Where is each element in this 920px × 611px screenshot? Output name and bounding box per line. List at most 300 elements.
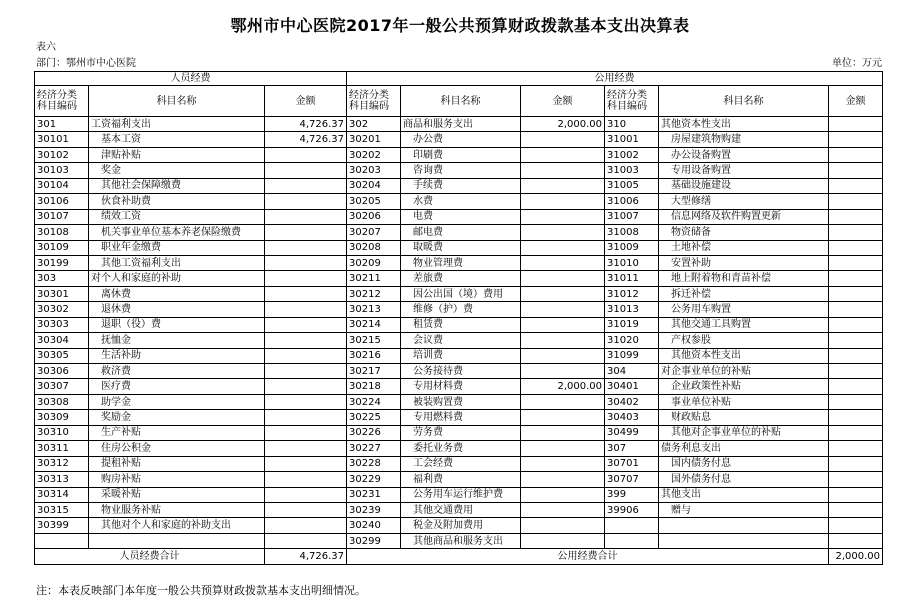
capital-code: 31007 <box>605 209 659 224</box>
public-code: 30202 <box>347 147 401 162</box>
personnel-total-amount: 4,726.37 <box>265 549 347 564</box>
personnel-code: 30315 <box>35 502 89 517</box>
personnel-amount <box>265 533 347 548</box>
public-code: 30240 <box>347 518 401 533</box>
public-name: 商品和服务支出 <box>401 117 521 132</box>
public-code: 30215 <box>347 333 401 348</box>
personnel-name: 物业服务补贴 <box>89 502 265 517</box>
capital-name: 拆迁补偿 <box>659 286 829 301</box>
public-total-label: 公用经费合计 <box>347 549 829 564</box>
personnel-code: 30307 <box>35 379 89 394</box>
public-name: 福利费 <box>401 472 521 487</box>
capital-name: 大型修缮 <box>659 194 829 209</box>
personnel-amount <box>265 518 347 533</box>
personnel-amount <box>265 302 347 317</box>
table-row <box>35 286 883 301</box>
table-row <box>35 163 883 178</box>
capital-amount <box>829 132 883 147</box>
table-row <box>35 441 883 456</box>
personnel-amount <box>265 225 347 240</box>
capital-name: 其他资本性支出 <box>659 117 829 132</box>
personnel-amount <box>265 502 347 517</box>
public-name: 差旅费 <box>401 271 521 286</box>
capital-name: 国外债务付息 <box>659 472 829 487</box>
personnel-code: 30301 <box>35 286 89 301</box>
public-amount: 2,000.00 <box>521 379 605 394</box>
personnel-amount <box>265 348 347 363</box>
capital-amount <box>829 286 883 301</box>
personnel-amount <box>265 456 347 471</box>
table-row <box>35 317 883 332</box>
personnel-code: 30308 <box>35 394 89 409</box>
capital-name: 事业单位补贴 <box>659 394 829 409</box>
department-label: 部门：鄂州市中心医院 <box>36 58 136 69</box>
public-amount <box>521 333 605 348</box>
personnel-amount <box>265 209 347 224</box>
personnel-name: 其他对个人和家庭的补助支出 <box>89 518 265 533</box>
capital-amount <box>829 194 883 209</box>
public-amount <box>521 209 605 224</box>
public-amount <box>521 533 605 548</box>
personnel-name: 抚恤金 <box>89 333 265 348</box>
amount-header: 金额 <box>829 86 883 117</box>
personnel-name: 其他社会保障缴费 <box>89 178 265 193</box>
amount-header: 金额 <box>521 86 605 117</box>
public-code: 30216 <box>347 348 401 363</box>
capital-code: 31008 <box>605 225 659 240</box>
personnel-name: 住房公积金 <box>89 441 265 456</box>
capital-amount <box>829 178 883 193</box>
table-row <box>35 348 883 363</box>
capital-amount <box>829 472 883 487</box>
expenditure-table <box>34 71 883 565</box>
capital-code: 39906 <box>605 502 659 517</box>
personnel-code: 301 <box>35 117 89 132</box>
public-amount <box>521 240 605 255</box>
capital-name: 赠与 <box>659 502 829 517</box>
personnel-name: 提租补贴 <box>89 456 265 471</box>
public-amount <box>521 425 605 440</box>
public-name: 印刷费 <box>401 147 521 162</box>
table-row <box>35 209 883 224</box>
public-name: 其他商品和服务支出 <box>401 533 521 548</box>
table-row <box>35 456 883 471</box>
personnel-amount <box>265 317 347 332</box>
personnel-code <box>35 533 89 548</box>
public-name: 水费 <box>401 194 521 209</box>
capital-code <box>605 533 659 548</box>
personnel-code: 30311 <box>35 441 89 456</box>
personnel-name: 其他工资福利支出 <box>89 255 265 270</box>
personnel-code: 30313 <box>35 472 89 487</box>
personnel-amount <box>265 364 347 379</box>
public-name: 物业管理费 <box>401 255 521 270</box>
capital-amount <box>829 163 883 178</box>
personnel-code: 30309 <box>35 410 89 425</box>
personnel-name: 工资福利支出 <box>89 117 265 132</box>
public-amount <box>521 302 605 317</box>
table-row <box>35 178 883 193</box>
capital-name: 公务用车购置 <box>659 302 829 317</box>
public-amount <box>521 410 605 425</box>
capital-name: 安置补助 <box>659 255 829 270</box>
personnel-name: 生产补贴 <box>89 425 265 440</box>
public-code: 30201 <box>347 132 401 147</box>
table-row <box>35 194 883 209</box>
capital-code: 31019 <box>605 317 659 332</box>
personnel-code: 30399 <box>35 518 89 533</box>
capital-amount <box>829 271 883 286</box>
capital-amount <box>829 394 883 409</box>
personnel-code: 30312 <box>35 456 89 471</box>
public-name: 因公出国（境）费用 <box>401 286 521 301</box>
table-row <box>35 379 883 394</box>
public-amount <box>521 456 605 471</box>
capital-code: 31020 <box>605 333 659 348</box>
personnel-code: 30305 <box>35 348 89 363</box>
capital-name: 对企事业单位的补贴 <box>659 364 829 379</box>
public-name: 租赁费 <box>401 317 521 332</box>
public-amount <box>521 441 605 456</box>
personnel-code: 30306 <box>35 364 89 379</box>
personnel-code: 30302 <box>35 302 89 317</box>
public-code: 30231 <box>347 487 401 502</box>
personnel-amount <box>265 163 347 178</box>
capital-amount <box>829 147 883 162</box>
code-header: 经济分类 科目编码 <box>347 86 401 117</box>
public-name: 其他交通费用 <box>401 502 521 517</box>
personnel-code: 30101 <box>35 132 89 147</box>
capital-code: 31009 <box>605 240 659 255</box>
capital-name: 物资储备 <box>659 225 829 240</box>
footnote: 注：本表反映部门本年度一般公共预算财政拨款基本支出明细情况。 <box>36 584 366 597</box>
capital-code: 307 <box>605 441 659 456</box>
capital-amount <box>829 348 883 363</box>
capital-name: 其他交通工具购置 <box>659 317 829 332</box>
public-code: 30227 <box>347 441 401 456</box>
personnel-name: 津贴补贴 <box>89 147 265 162</box>
table-number: 表六 <box>36 42 56 53</box>
public-name: 办公费 <box>401 132 521 147</box>
public-code: 30203 <box>347 163 401 178</box>
personnel-amount <box>265 441 347 456</box>
capital-amount <box>829 317 883 332</box>
public-code: 30214 <box>347 317 401 332</box>
capital-name: 信息网络及软件购置更新 <box>659 209 829 224</box>
capital-amount <box>829 209 883 224</box>
public-amount <box>521 163 605 178</box>
report-title: 鄂州市中心医院2017年一般公共预算财政拨款基本支出决算表 <box>230 16 690 35</box>
public-amount <box>521 502 605 517</box>
public-name: 被装购置费 <box>401 394 521 409</box>
public-name: 专用材料费 <box>401 379 521 394</box>
capital-amount <box>829 302 883 317</box>
public-code: 30229 <box>347 472 401 487</box>
capital-code: 30499 <box>605 425 659 440</box>
capital-code <box>605 518 659 533</box>
capital-amount <box>829 502 883 517</box>
capital-code: 310 <box>605 117 659 132</box>
public-code: 30218 <box>347 379 401 394</box>
personnel-name: 采暖补贴 <box>89 487 265 502</box>
public-amount: 2,000.00 <box>521 117 605 132</box>
table-row <box>35 255 883 270</box>
public-amount <box>521 147 605 162</box>
capital-amount <box>829 456 883 471</box>
public-header: 公用经费 <box>347 72 883 86</box>
personnel-name: 机关事业单位基本养老保险缴费 <box>89 225 265 240</box>
personnel-name: 基本工资 <box>89 132 265 147</box>
table-row <box>35 147 883 162</box>
capital-amount <box>829 225 883 240</box>
public-name: 税金及附加费用 <box>401 518 521 533</box>
public-name: 取暖费 <box>401 240 521 255</box>
public-code: 30211 <box>347 271 401 286</box>
personnel-name: 救济费 <box>89 364 265 379</box>
personnel-name: 购房补贴 <box>89 472 265 487</box>
personnel-amount <box>265 472 347 487</box>
public-amount <box>521 317 605 332</box>
capital-code: 31002 <box>605 147 659 162</box>
capital-amount <box>829 441 883 456</box>
capital-name: 债务利息支出 <box>659 441 829 456</box>
public-total-amount: 2,000.00 <box>829 549 883 564</box>
capital-code: 31099 <box>605 348 659 363</box>
public-name: 电费 <box>401 209 521 224</box>
public-amount <box>521 255 605 270</box>
public-amount <box>521 518 605 533</box>
public-code: 30205 <box>347 194 401 209</box>
personnel-name: 奖励金 <box>89 410 265 425</box>
personnel-name: 医疗费 <box>89 379 265 394</box>
capital-code: 31005 <box>605 178 659 193</box>
capital-name: 企业政策性补贴 <box>659 379 829 394</box>
personnel-name: 职业年金缴费 <box>89 240 265 255</box>
personnel-amount <box>265 425 347 440</box>
personnel-code: 30310 <box>35 425 89 440</box>
table-row <box>35 394 883 409</box>
public-name: 邮电费 <box>401 225 521 240</box>
capital-name: 国内债务付息 <box>659 456 829 471</box>
capital-name: 办公设备购置 <box>659 147 829 162</box>
code-header: 经济分类 科目编码 <box>605 86 659 117</box>
table-row <box>35 364 883 379</box>
capital-code: 31013 <box>605 302 659 317</box>
capital-code: 399 <box>605 487 659 502</box>
public-name: 手续费 <box>401 178 521 193</box>
personnel-name: 助学金 <box>89 394 265 409</box>
totals-row <box>35 549 883 564</box>
capital-code: 30707 <box>605 472 659 487</box>
public-code: 30224 <box>347 394 401 409</box>
personnel-amount <box>265 271 347 286</box>
capital-code: 31006 <box>605 194 659 209</box>
public-name: 专用燃料费 <box>401 410 521 425</box>
capital-code: 30402 <box>605 394 659 409</box>
personnel-name: 退职（役）费 <box>89 317 265 332</box>
capital-code: 30401 <box>605 379 659 394</box>
capital-code: 30701 <box>605 456 659 471</box>
capital-name: 房屋建筑物购建 <box>659 132 829 147</box>
table-body <box>35 72 883 565</box>
capital-amount <box>829 117 883 132</box>
personnel-amount <box>265 487 347 502</box>
personnel-code: 30106 <box>35 194 89 209</box>
personnel-code: 30104 <box>35 178 89 193</box>
public-code: 30207 <box>347 225 401 240</box>
name-header: 科目名称 <box>659 86 829 117</box>
capital-amount <box>829 364 883 379</box>
personnel-name: 奖金 <box>89 163 265 178</box>
public-code: 30206 <box>347 209 401 224</box>
personnel-amount <box>265 178 347 193</box>
public-name: 委托业务费 <box>401 441 521 456</box>
table-row <box>35 533 883 548</box>
public-amount <box>521 194 605 209</box>
table-row <box>35 518 883 533</box>
personnel-amount <box>265 394 347 409</box>
personnel-amount <box>265 379 347 394</box>
personnel-name: 离休费 <box>89 286 265 301</box>
public-code: 30209 <box>347 255 401 270</box>
personnel-amount <box>265 410 347 425</box>
public-name: 会议费 <box>401 333 521 348</box>
personnel-code: 30102 <box>35 147 89 162</box>
capital-name: 基础设施建设 <box>659 178 829 193</box>
capital-amount <box>829 425 883 440</box>
personnel-code: 30303 <box>35 317 89 332</box>
personnel-code: 30108 <box>35 225 89 240</box>
name-header: 科目名称 <box>89 86 265 117</box>
personnel-code: 30103 <box>35 163 89 178</box>
table-row <box>35 425 883 440</box>
public-amount <box>521 132 605 147</box>
table-row <box>35 240 883 255</box>
group-header-row <box>35 72 883 86</box>
personnel-code: 30109 <box>35 240 89 255</box>
capital-amount <box>829 240 883 255</box>
public-amount <box>521 178 605 193</box>
public-code: 30299 <box>347 533 401 548</box>
public-amount <box>521 472 605 487</box>
personnel-code: 30199 <box>35 255 89 270</box>
public-code: 30204 <box>347 178 401 193</box>
public-code: 30208 <box>347 240 401 255</box>
personnel-name <box>89 533 265 548</box>
personnel-header: 人员经费 <box>35 72 347 86</box>
personnel-amount: 4,726.37 <box>265 132 347 147</box>
public-amount <box>521 286 605 301</box>
public-code: 30225 <box>347 410 401 425</box>
personnel-amount <box>265 255 347 270</box>
capital-amount <box>829 379 883 394</box>
personnel-code: 303 <box>35 271 89 286</box>
amount-header: 金额 <box>265 86 347 117</box>
table-row <box>35 333 883 348</box>
public-code: 30217 <box>347 364 401 379</box>
unit-label: 单位：万元 <box>832 58 882 69</box>
capital-code: 304 <box>605 364 659 379</box>
public-name: 工会经费 <box>401 456 521 471</box>
public-code: 30212 <box>347 286 401 301</box>
personnel-amount <box>265 286 347 301</box>
personnel-code: 30304 <box>35 333 89 348</box>
public-amount <box>521 225 605 240</box>
table-row <box>35 487 883 502</box>
table-row <box>35 502 883 517</box>
capital-amount <box>829 533 883 548</box>
capital-code: 31012 <box>605 286 659 301</box>
capital-name: 产权参股 <box>659 333 829 348</box>
personnel-amount <box>265 194 347 209</box>
personnel-code: 30107 <box>35 209 89 224</box>
capital-name: 专用设备购置 <box>659 163 829 178</box>
personnel-amount: 4,726.37 <box>265 117 347 132</box>
public-amount <box>521 348 605 363</box>
public-name: 维修（护）费 <box>401 302 521 317</box>
capital-code: 31011 <box>605 271 659 286</box>
capital-name <box>659 533 829 548</box>
capital-name: 其他支出 <box>659 487 829 502</box>
personnel-code: 30314 <box>35 487 89 502</box>
table-row <box>35 410 883 425</box>
public-code: 30228 <box>347 456 401 471</box>
personnel-total-label: 人员经费合计 <box>35 549 265 564</box>
capital-name: 土地补偿 <box>659 240 829 255</box>
table-row <box>35 472 883 487</box>
personnel-amount <box>265 147 347 162</box>
public-name: 公务用车运行维护费 <box>401 487 521 502</box>
public-code: 302 <box>347 117 401 132</box>
capital-code: 31010 <box>605 255 659 270</box>
capital-name: 其他对企事业单位的补贴 <box>659 425 829 440</box>
capital-amount <box>829 518 883 533</box>
capital-name <box>659 518 829 533</box>
code-header: 经济分类 科目编码 <box>35 86 89 117</box>
public-code: 30226 <box>347 425 401 440</box>
personnel-name: 生活补助 <box>89 348 265 363</box>
public-code: 30239 <box>347 502 401 517</box>
table-row <box>35 132 883 147</box>
table-row <box>35 302 883 317</box>
capital-amount <box>829 255 883 270</box>
capital-code: 31003 <box>605 163 659 178</box>
personnel-name: 绩效工资 <box>89 209 265 224</box>
personnel-name: 对个人和家庭的补助 <box>89 271 265 286</box>
capital-code: 30403 <box>605 410 659 425</box>
table-row <box>35 225 883 240</box>
public-name: 咨询费 <box>401 163 521 178</box>
capital-name: 其他资本性支出 <box>659 348 829 363</box>
capital-amount <box>829 333 883 348</box>
name-header: 科目名称 <box>401 86 521 117</box>
table-row <box>35 271 883 286</box>
personnel-amount <box>265 333 347 348</box>
column-header-row <box>35 86 883 117</box>
capital-amount <box>829 410 883 425</box>
public-name: 公务接待费 <box>401 364 521 379</box>
public-amount <box>521 394 605 409</box>
table-row <box>35 117 883 132</box>
capital-code: 31001 <box>605 132 659 147</box>
public-name: 培训费 <box>401 348 521 363</box>
capital-name: 地上附着物和青苗补偿 <box>659 271 829 286</box>
public-amount <box>521 487 605 502</box>
personnel-name: 退休费 <box>89 302 265 317</box>
personnel-amount <box>265 240 347 255</box>
public-code: 30213 <box>347 302 401 317</box>
public-amount <box>521 271 605 286</box>
